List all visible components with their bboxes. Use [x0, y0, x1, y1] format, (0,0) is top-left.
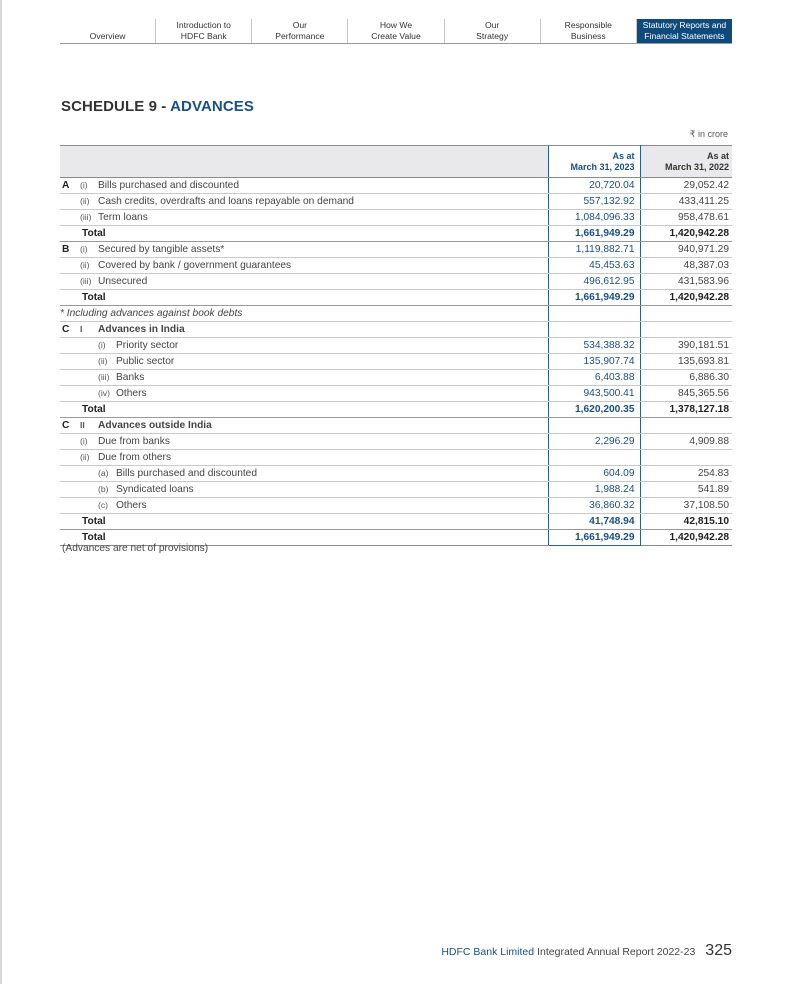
title-prefix: SCHEDULE 9 -	[61, 98, 171, 115]
section-label: C	[60, 322, 80, 338]
item-label: Public sector	[116, 356, 175, 367]
item-number: I	[80, 322, 98, 338]
header-current-line1: As at	[612, 150, 635, 161]
tab-label: Statutory Reports and Financial Statements	[642, 20, 727, 41]
item-number: II	[80, 418, 98, 434]
table-row	[60, 498, 732, 514]
item-number: (c)	[98, 500, 109, 510]
table-row	[60, 338, 732, 354]
value-previous: 4,909.88	[640, 434, 732, 450]
item-number: (iii)	[80, 274, 98, 290]
total-current: 41,748.94	[548, 514, 640, 530]
value-previous: 254.83	[640, 466, 732, 482]
total-current: 1,661,949.29	[548, 226, 640, 242]
item-label: Others	[116, 388, 147, 399]
item-number: (iii)	[98, 372, 110, 382]
value-previous: 541.89	[640, 482, 732, 498]
section-label: A	[60, 178, 80, 194]
item-number: (ii)	[80, 194, 98, 210]
value-current: 1,988.24	[548, 482, 640, 498]
header-current-year	[548, 146, 640, 178]
item-label-cell	[98, 386, 548, 402]
table-row	[60, 354, 732, 370]
unit-label: ₹ in crore	[689, 129, 728, 139]
item-number: (iii)	[80, 210, 98, 226]
total-previous: 1,420,942.28	[640, 290, 732, 306]
item-label: Others	[116, 500, 147, 511]
table-row	[60, 482, 732, 498]
tab-label: Introduction to HDFC Bank	[176, 20, 231, 41]
item-label: Covered by bank / government guarantees	[98, 258, 548, 274]
subsection-header-row	[60, 418, 732, 434]
value-current: 1,084,096.33	[548, 210, 640, 226]
table-row	[60, 274, 732, 290]
value-current: 135,907.74	[548, 354, 640, 370]
subsection-header-row	[60, 322, 732, 338]
item-label-cell	[98, 338, 548, 354]
total-row	[60, 514, 732, 530]
item-number: (i)	[98, 340, 106, 350]
value-current: 534,388.32	[548, 338, 640, 354]
advances-table	[60, 145, 732, 546]
item-label: Cash credits, overdrafts and loans repayable on demand	[98, 194, 548, 210]
item-label-cell	[98, 482, 548, 498]
value-previous: 431,583.96	[640, 274, 732, 290]
item-number: (b)	[98, 484, 109, 494]
value-current: 604.09	[548, 466, 640, 482]
note-row	[60, 306, 732, 322]
item-label-cell	[98, 498, 548, 514]
header-previous-year	[640, 146, 732, 178]
item-label-cell	[98, 370, 548, 386]
footer-brand: HDFC Bank Limited	[441, 946, 535, 958]
header-previous-line1: As at	[706, 150, 729, 161]
table-row	[60, 386, 732, 402]
item-label: Due from banks	[98, 434, 548, 450]
tab-responsible-business[interactable]	[541, 19, 637, 43]
table-row	[60, 194, 732, 210]
value-current: 36,860.32	[548, 498, 640, 514]
item-label: Secured by tangible assets*	[98, 242, 548, 258]
total-row	[60, 290, 732, 306]
section-label: B	[60, 242, 80, 258]
value-current: 943,500.41	[548, 386, 640, 402]
header-previous-line2: March 31, 2022	[664, 161, 729, 172]
total-label: Total	[80, 530, 548, 546]
section-label: C	[60, 418, 80, 434]
top-navigation	[60, 19, 732, 44]
item-number: (ii)	[80, 258, 98, 274]
tab-overview[interactable]	[60, 19, 156, 43]
table-row	[60, 242, 732, 258]
item-number: (a)	[98, 468, 109, 478]
item-number: (i)	[80, 178, 98, 194]
item-number: (i)	[80, 434, 98, 450]
page-title	[61, 98, 254, 115]
item-number: (ii)	[98, 356, 108, 366]
table-row	[60, 178, 732, 194]
table-header-row	[60, 146, 732, 178]
item-label-cell	[98, 354, 548, 370]
table-row	[60, 210, 732, 226]
item-label: Syndicated loans	[116, 484, 194, 495]
value-current: 6,403.88	[548, 370, 640, 386]
value-previous: 6,886.30	[640, 370, 732, 386]
tab-label: Our Strategy	[476, 20, 509, 41]
total-row	[60, 402, 732, 418]
value-current: 1,119,882.71	[548, 242, 640, 258]
tab-strategy[interactable]	[445, 19, 541, 43]
value-previous: 48,387.03	[640, 258, 732, 274]
item-label: Bills purchased and discounted	[98, 178, 548, 194]
tab-label: How We Create Value	[371, 20, 421, 41]
item-label: Priority sector	[116, 340, 179, 351]
header-current-line2: March 31, 2023	[570, 161, 635, 172]
table-row	[60, 450, 732, 466]
page-number: 325	[705, 942, 732, 959]
value-current: 496,612.95	[548, 274, 640, 290]
total-previous: 42,815.10	[640, 514, 732, 530]
value-current: 20,720.04	[548, 178, 640, 194]
item-label: Due from others	[98, 450, 548, 466]
page-edge	[0, 0, 2, 984]
value-previous: 37,108.50	[640, 498, 732, 514]
asterisk-note: * Including advances against book debts	[60, 306, 548, 322]
title-accent: ADVANCES	[170, 98, 254, 115]
total-previous: 1,420,942.28	[640, 530, 732, 546]
tab-performance[interactable]	[252, 19, 348, 43]
tab-introduction[interactable]	[156, 19, 252, 43]
subsection-title: Advances outside India	[98, 418, 548, 434]
item-number: (iv)	[98, 388, 110, 398]
total-previous: 1,420,942.28	[640, 226, 732, 242]
value-current: 45,453.63	[548, 258, 640, 274]
tab-create-value[interactable]	[348, 19, 444, 43]
footer-report-name: Integrated Annual Report 2022-23	[537, 946, 696, 958]
value-current: 557,132.92	[548, 194, 640, 210]
tab-label: Our Performance	[275, 20, 325, 41]
total-label: Total	[80, 514, 548, 530]
item-label: Unsecured	[98, 274, 548, 290]
total-current: 1,661,949.29	[548, 530, 640, 546]
table-row	[60, 434, 732, 450]
page-footer	[441, 942, 732, 960]
subsection-title: Advances in India	[98, 322, 548, 338]
total-current: 1,661,949.29	[548, 290, 640, 306]
value-previous: 940,971.29	[640, 242, 732, 258]
table-row	[60, 258, 732, 274]
tab-statutory-reports[interactable]	[637, 19, 732, 43]
item-label-cell	[98, 466, 548, 482]
value-previous: 135,693.81	[640, 354, 732, 370]
tab-label: Responsible Business	[564, 20, 612, 41]
total-label: Total	[80, 402, 548, 418]
total-previous: 1,378,127.18	[640, 402, 732, 418]
table-row	[60, 466, 732, 482]
value-previous: 433,411.25	[640, 194, 732, 210]
item-number: (ii)	[80, 450, 98, 466]
total-row	[60, 226, 732, 242]
item-number: (i)	[80, 242, 98, 258]
tab-label: Overview	[89, 30, 126, 41]
item-label: Bills purchased and discounted	[116, 468, 258, 479]
value-previous: 29,052.42	[640, 178, 732, 194]
value-previous: 390,181.51	[640, 338, 732, 354]
total-current: 1,620,200.35	[548, 402, 640, 418]
item-label: Term loans	[98, 210, 548, 226]
total-label: Total	[80, 226, 548, 242]
table-row	[60, 370, 732, 386]
total-label: Total	[80, 290, 548, 306]
value-previous: 958,478.61	[640, 210, 732, 226]
value-current: 2,296.29	[548, 434, 640, 450]
provisions-footnote: (Advances are net of provisions)	[62, 543, 209, 554]
item-label: Banks	[116, 372, 145, 383]
value-previous: 845,365.56	[640, 386, 732, 402]
